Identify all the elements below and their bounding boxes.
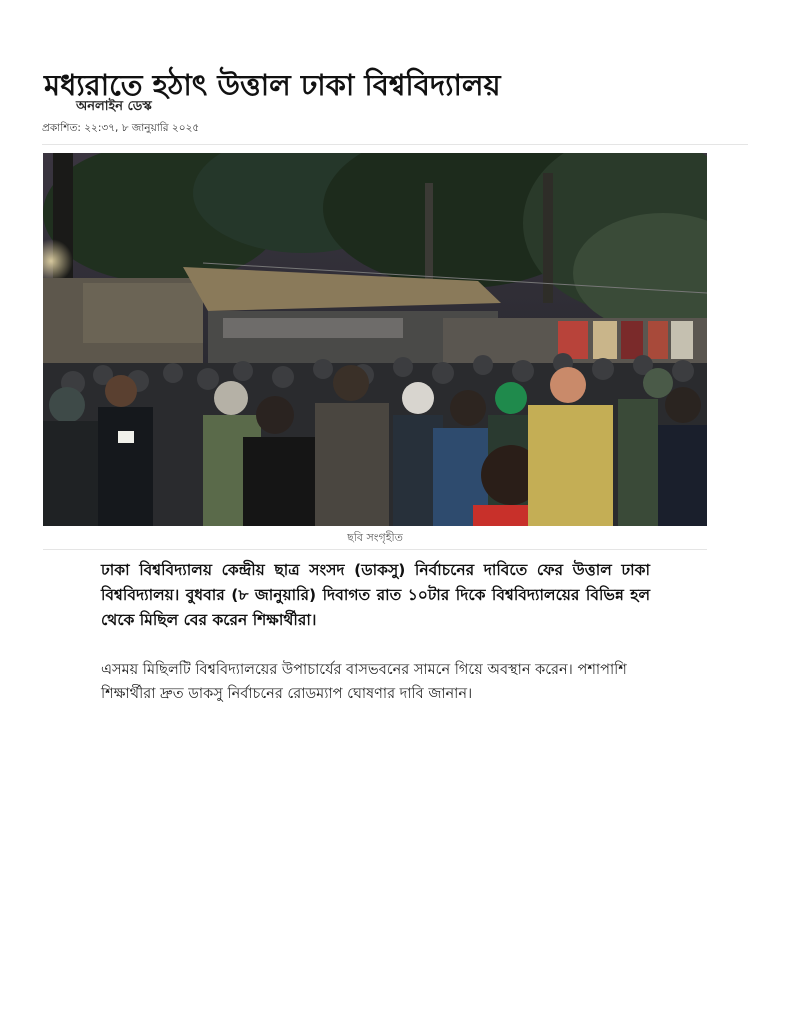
body-paragraph: এসময় মিছিলটি বিশ্ববিদ্যালয়ের উপাচার্যের বাসভবনের সামনে গিয়ে অবস্থান করেন। পশাপাশি শিক্ষার্থীরা দ্রুত ডাকসু নির্বাচনের রোডম্যাপ ঘোষণার দাবি জানান।: [101, 662, 627, 702]
image-caption: ছবি সংগৃহীত: [347, 531, 403, 544]
article-headline: মধ্যরাতে হঠাৎ উত্তাল ঢাকা বিশ্ববিদ্যালয়: [44, 68, 501, 103]
caption-divider: [43, 549, 707, 550]
article-author[interactable]: অনলাইন ডেস্ক: [76, 99, 152, 114]
header-divider: [42, 144, 748, 145]
article-photo: [43, 153, 707, 526]
lead-paragraph: ঢাকা বিশ্ববিদ্যালয় কেন্দ্রীয় ছাত্র সংসদ (ডাকসু) নির্বাচনের দাবিতে ফের উত্তাল ঢাকা বিশ্ববিদ্যালয়। বুধবার (৮ জানুয়ারি) দিবাগত রাত ১০টার দিকে বিশ্ববিদ্যালয়ের বিভিন্ন হল থেকে মিছিল বের করেন শিক্ষার্থীরা।: [101, 561, 650, 629]
publish-timestamp: প্রকাশিত: ২২:৩৭, ৮ জানুয়ারি ২০২৫: [42, 122, 200, 134]
